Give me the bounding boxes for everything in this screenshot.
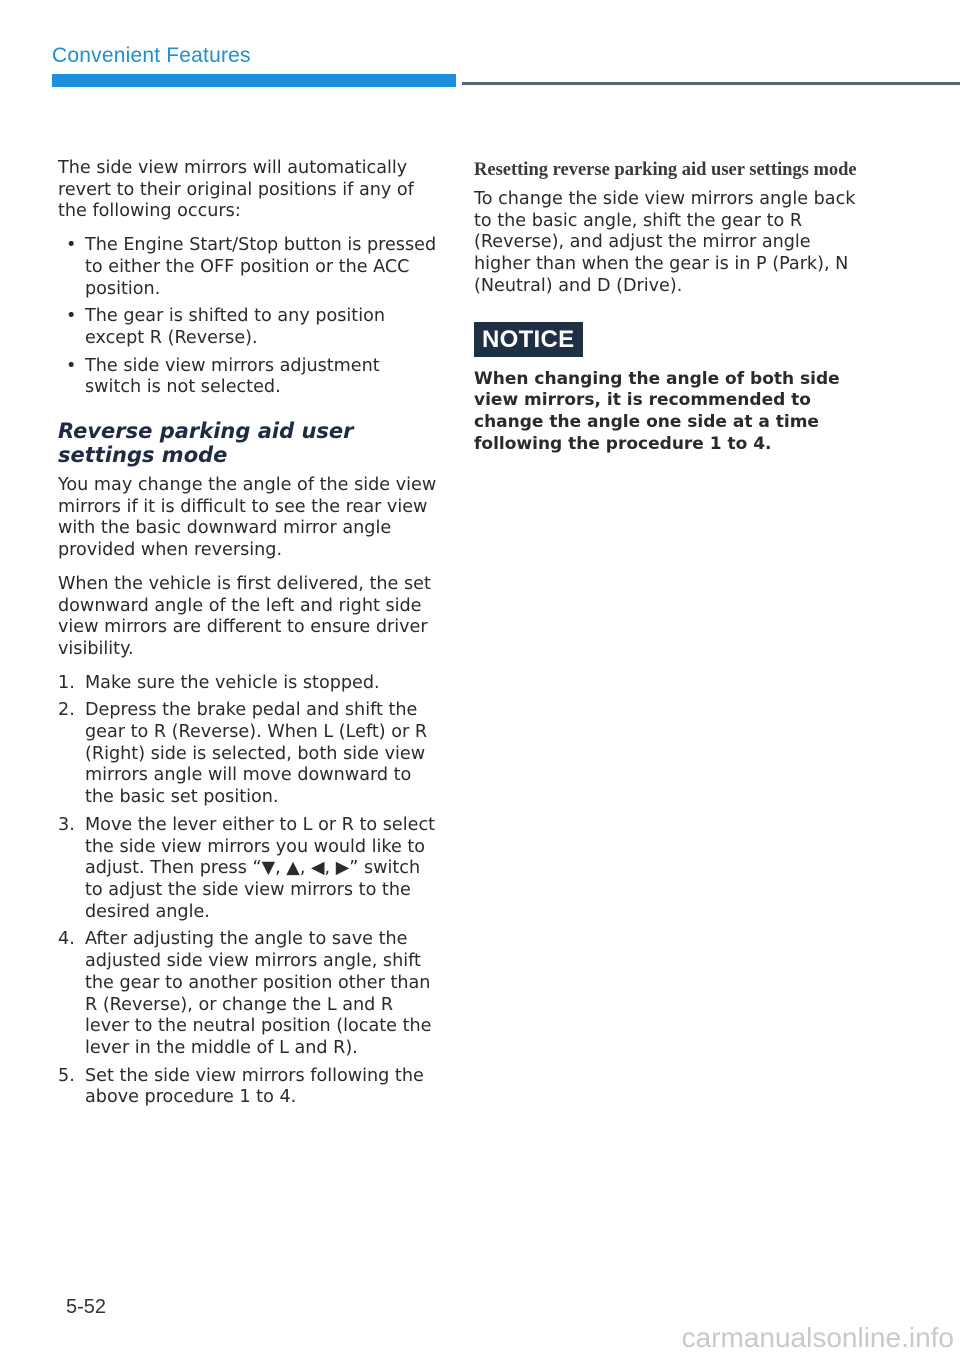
reverse-parking-heading: Reverse parking aid user settings mode xyxy=(58,419,354,468)
bullet-icon: • xyxy=(66,235,77,256)
header-rule xyxy=(462,82,960,85)
notice-text: When changing the angle of both side view mirrors, it is recommended to change the angle one side at a time following the procedure 1 to 4. xyxy=(474,368,840,454)
paragraph: When the vehicle is first delivered, the set downward angle of the left and right side view mirrors are different to ensure driver visibility. xyxy=(58,573,431,659)
revert-conditions-list xyxy=(58,235,440,399)
step-text: Set the side view mirrors following the above procedure 1 to 4. xyxy=(85,1065,424,1108)
list-item xyxy=(58,306,440,349)
step-item xyxy=(58,929,440,1059)
page-number: 5-52 xyxy=(66,1296,107,1318)
step-number: 1. xyxy=(58,672,75,693)
notice-label: NOTICE xyxy=(474,322,583,357)
paragraph: To change the side view mirrors angle back to the basic angle, shift the gear to R (Reverse), and adjust the mirror angle higher than when the gear is in P (Park), N (Neutral) and D (Drive). xyxy=(474,189,856,296)
intro-paragraph: The side view mirrors will automatically revert to their original positions if any of the following occurs: xyxy=(58,158,414,222)
procedure-steps xyxy=(58,673,440,1109)
list-item-text: The side view mirrors adjustment switch is not selected. xyxy=(85,355,380,398)
paragraph: You may change the angle of the side view mirrors if it is difficult to see the rear view with the basic downward mirror angle provided when reversing. xyxy=(58,475,437,561)
section-title: Convenient Features xyxy=(52,44,251,67)
resetting-heading: Resetting reverse parking aid user settings mode xyxy=(474,160,857,180)
step-number: 5. xyxy=(58,1065,75,1086)
step-item xyxy=(58,815,440,924)
list-item-text: The Engine Start/Stop button is pressed to either the OFF position or the ACC position. xyxy=(85,235,437,299)
step-item xyxy=(58,1066,440,1109)
watermark: carmanualsonline.info xyxy=(681,1322,954,1353)
bullet-icon: • xyxy=(66,355,77,376)
step-number: 3. xyxy=(58,814,75,835)
step-number: 4. xyxy=(58,929,75,950)
left-column xyxy=(58,158,440,1115)
step-number: 2. xyxy=(58,700,75,721)
step-item xyxy=(58,700,440,809)
header-rule-accent xyxy=(52,74,456,87)
step-text: Make sure the vehicle is stopped. xyxy=(85,672,380,693)
list-item-text: The gear is shifted to any position except R (Reverse). xyxy=(85,306,386,348)
step-text: After adjusting the angle to save the adjusted side view mirrors angle, shift the gear to another position other than R (Reverse), or change the L and R lever to the neutral position (locate the lever in the middle of L and R). xyxy=(85,929,432,1058)
right-column xyxy=(474,159,858,455)
step-text: Move the lever either to L or R to select the side view mirrors you would like to adjust. Then press “▼, ▲, ◀, ▶” switch to adjust the side view mirrors to the desired angle. xyxy=(85,814,436,922)
step-item xyxy=(58,673,440,695)
bullet-icon: • xyxy=(66,306,77,327)
list-item xyxy=(58,235,440,300)
step-text: Depress the brake pedal and shift the gear to R (Reverse). When L (Left) or R (Right) side is selected, both side view mirrors angle will move downward to the basic set position. xyxy=(85,700,428,808)
list-item xyxy=(58,356,440,399)
